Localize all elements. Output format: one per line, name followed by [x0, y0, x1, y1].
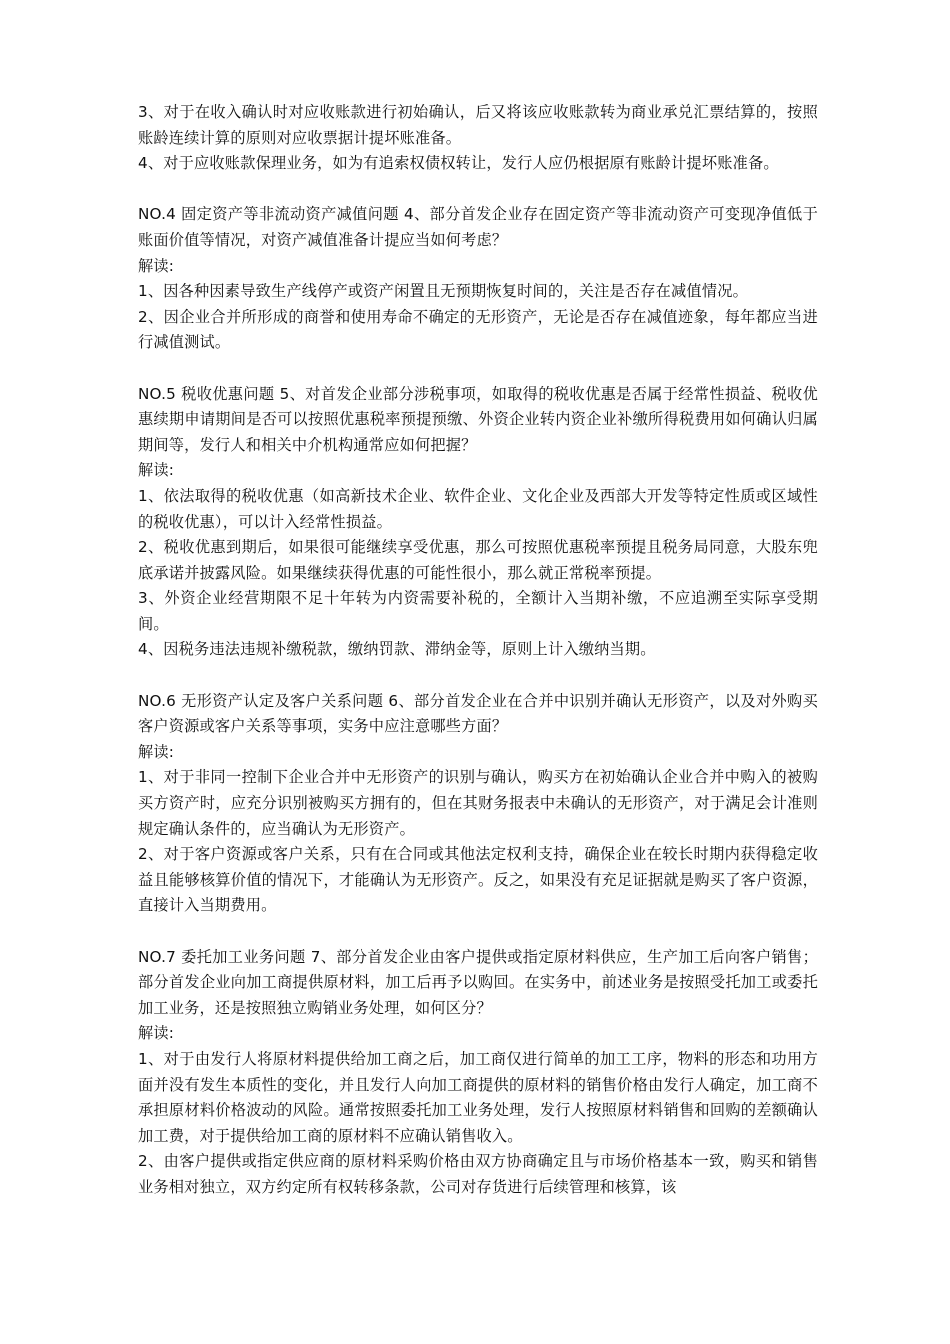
paragraph: 1、依法取得的税收优惠（如高新技术企业、软件企业、文化企业及西部大开发等特定性质或区域性的税收优惠），可以计入经常性损益。: [138, 486, 818, 531]
paragraph: 2、对于客户资源或客户关系，只有在合同或其他法定权利支持，确保企业在较长时期内获得稳定收益且能够核算价值的情况下，才能确认为无形资产。反之，如果没有充足证据就是购买了客户资源，直接计入当期费用。: [138, 845, 818, 915]
paragraph: 2、由客户提供或指定供应商的原材料采购价格由双方协商确定且与市场价格基本一致，购买和销售业务相对独立，双方约定所有权转移条款，公司对存货进行后续管理和核算，该: [138, 1152, 818, 1196]
interpretation-label: 解读:: [138, 1024, 175, 1043]
section-heading: NO.5 税收优惠问题 5、对首发企业部分涉税事项，如取得的税收优惠是否属于经常性损益、税收优惠续期申请期间是否可以按照优惠税率预提预缴、外资企业转内资企业补缴所得税费用如何确认归属期间等，发行人和相关中介机构通常应如何把握？: [138, 384, 818, 454]
interpretation-label: 解读:: [138, 742, 175, 761]
section-heading: NO.7 委托加工业务问题 7、部分首发企业由客户提供或指定原材料供应，生产加工后向客户销售；部分首发企业向加工商提供原材料，加工后再予以购回。在实务中，前述业务是按照受托加工或委托加工业务，还是按照独立购销业务处理，如何区分？: [138, 947, 818, 1017]
section-receivables-continued: [138, 100, 818, 177]
section-heading: NO.4 固定资产等非流动资产减值问题 4、部分首发企业存在固定资产等非流动资产可变现净值低于账面价值等情况，对资产减值准备计提应当如何考虑？: [138, 205, 818, 249]
paragraph: 2、税收优惠到期后，如果很可能继续享受优惠，那么可按照优惠税率预提且税务局同意，大股东兜底承诺并披露风险。如果继续获得优惠的可能性很小，那么就正常税率预提。: [138, 538, 818, 582]
paragraph: 3、对于在收入确认时对应收账款进行初始确认，后又将该应收账款转为商业承兑汇票结算的，按照账龄连续计算的原则对应收票据计提坏账准备。: [138, 103, 818, 147]
section-no7-processing: [138, 945, 818, 1201]
paragraph: 1、对于由发行人将原材料提供给加工商之后，加工商仅进行简单的加工工序，物料的形态和功用方面并没有发生本质性的变化，并且发行人向加工商提供的原材料的销售价格由发行人确定，加工商不承担原材料价格波动的风险。通常按照委托加工业务处理，发行人按照原材料销售和回购的差额确认加工费，对于提供给加工商的原材料不应确认销售收入。: [138, 1049, 818, 1145]
section-heading: NO.6 无形资产认定及客户关系问题 6、部分首发企业在合并中识别并确认无形资产，以及对外购买客户资源或客户关系等事项，实务中应注意哪些方面？: [138, 691, 818, 736]
section-no5-tax-incentives: [138, 382, 818, 664]
paragraph: 3、外资企业经营期限不足十年转为内资需要补税的，全额计入当期补缴，不应追溯至实际享受期间。: [138, 589, 818, 633]
interpretation-label: 解读:: [138, 256, 175, 275]
paragraph: 1、对于非同一控制下企业合并中无形资产的识别与确认，购买方在初始确认企业合并中购入的被购买方资产时，应充分识别被购买方拥有的，但在其财务报表中未确认的无形资产，对于满足会计准则规定确认条件的，应当确认为无形资产。: [138, 768, 818, 838]
paragraph: 4、因税务违法违规补缴税款，缴纳罚款、滞纳金等，原则上计入缴纳当期。: [138, 640, 656, 659]
document-body: [138, 100, 818, 1201]
section-no4-asset-impairment: [138, 202, 818, 356]
section-no6-intangible-assets: [138, 689, 818, 919]
interpretation-label: 解读:: [138, 461, 175, 480]
paragraph: 1、因各种因素导致生产线停产或资产闲置且无预期恢复时间的，关注是否存在减值情况。: [138, 282, 748, 301]
paragraph: 2、因企业合并所形成的商誉和使用寿命不确定的无形资产，无论是否存在减值迹象，每年都应当进行减值测试。: [138, 307, 818, 352]
paragraph: 4、对于应收账款保理业务，如为有追索权债权转让，发行人应仍根据原有账龄计提坏账准备。: [138, 154, 779, 173]
